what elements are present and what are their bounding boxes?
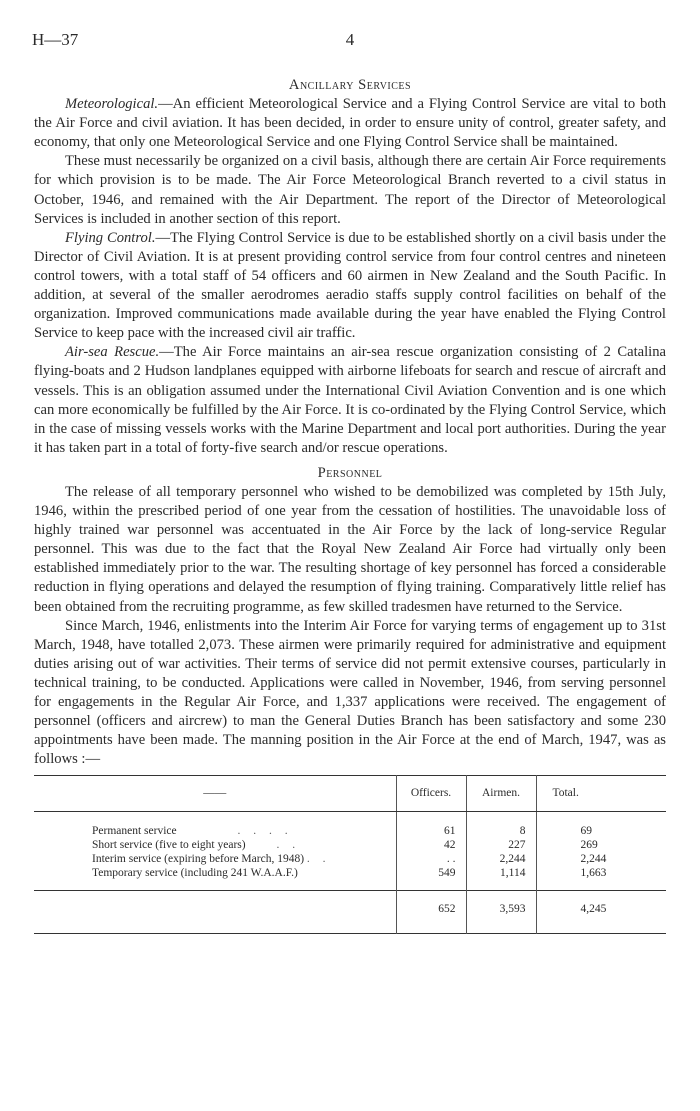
cell-officers: 61 [396,812,466,839]
paragraph-text: —The Flying Control Service is due to be established shortly on a civil basis under the Director of Civil Aviation. It is at present providing control service from four control centres and nineteen control towers, with a total staff of 54 officers and 60 airmen in New Zealand and the South Pacific. In addition, at several of the smaller aerodromes aeradio staffs supply control facilities on behalf of the organization. Improved communications made available during the year have enabled the Flying Control Service to keep pace with the increased civil air traffic. [34,229,666,342]
total-airmen: 3,593 [466,891,536,934]
cell-total: 269 [536,838,666,852]
table-totals-row [34,891,666,934]
row-label [34,866,396,891]
row-leader-dots: . . [306,853,331,866]
paragraph-lead: Meteorological. [65,96,159,113]
cell-airmen: 227 [466,838,536,852]
paragraph-text: —An efficient Meteorological Service and a Flying Control Service are vital to both the Air Force and civil aviation. It has been decided, in order to ensure unity of control, greater safety, and economy, that only one Meteorological Service and one Flying Control Service shall be maintained. [34,96,666,151]
paragraph-meteorological [34,95,666,152]
row-label [34,812,396,839]
total-officers: 652 [396,891,466,934]
cell-total: 1,663 [536,866,666,891]
paragraph-text: Since March, 1946, enlistments into the Interim Air Force for varying terms of engagement up to 31st March, 1948, have totalled 2,073. These airmen were primarily required for administrative and equipment duties arising out of war activities. Their terms of service did not permit extensive courses, particularly in technical training, to be conducted. Applications were called in November, 1946, from serving personnel for engagements in the Regular Air Force, and 1,337 applications were received. The engagement of personnel (officers and aircrew) to man the General Duties Branch has been satisfactory and some 230 appointments have been made. The manning position in the Air Force at the end of March, 1947, was as follows :— [34,617,666,768]
page-number: 4 [345,30,355,49]
totals-label-blank [34,891,396,934]
table-row [34,866,666,891]
cell-officers: 549 [396,866,466,891]
table-header-airmen: Airmen. [466,776,536,812]
row-label-text: Temporary service (including 241 W.A.A.F.) [92,867,298,880]
row-label-text: Permanent service [92,825,177,838]
total-total: 4,245 [536,891,666,934]
paragraph-text: The release of all temporary personnel who wished to be demobilized was completed by 15th July, 1946, within the prescribed period of one year from the cessation of hostilities. The unavoidable loss of highly trained war personnel was accentuated in the Air Force by the lack of long-service Regular personnel. This was due to the fact that the Royal New Zealand Air Force had virtually only been established immediately prior to the war. The resulting shortage of key personnel has forced a considerable reduction in flying operations and delayed the resumption of flying training. Comparatively little relief has been obtained from the recruiting programme, as few skilled tradesmen have returned to the Service. [34,483,666,615]
cell-airmen: 1,114 [466,866,536,891]
cell-total: 69 [536,812,666,839]
paragraph-release [34,483,666,617]
table-header-blank: —— [34,776,396,812]
table-row [34,838,666,852]
cell-airmen: 8 [466,812,536,839]
table-header-total: Total. [536,776,666,812]
page-body [34,76,666,934]
cell-officers: . . [396,852,466,866]
document-reference: H—37 [32,30,79,49]
section-heading-ancillary: Ancillary Services [288,77,412,93]
paragraph-lead: Flying Control. [65,229,156,246]
cell-total: 2,244 [536,852,666,866]
table-row [34,812,666,839]
row-label [34,852,396,866]
row-label-text: Interim service (expiring before March, 1948) [92,853,305,866]
paragraph-enlistments [34,617,666,770]
table-header-row [34,776,666,812]
cell-officers: 42 [396,838,466,852]
table-header-officers: Officers. [396,776,466,812]
row-leader-dots: . . [276,839,301,852]
page-header [32,30,668,54]
row-leader-dots: . . . . [237,825,293,838]
cell-airmen: 2,244 [466,852,536,866]
manning-table [34,775,666,934]
row-label-text: Short service (five to eight years) [92,839,246,852]
paragraph-text: These must necessarily be organized on a civil basis, although there are certain Air Force requirements for which provision is to be made. The Air Force Meteorological Branch reverted to a civil status in October, 1946, and remained with the Air Department. The report of the Director of Meteorological Services is included in another section of this report. [34,153,666,227]
paragraph-text: —The Air Force maintains an air-sea rescue organization consisting of 2 Catalina flying-boats and 2 Hudson landplanes equipped with airborne lifeboats for search and rescue of aircraft and vessels. This is an obligation assumed under the International Civil Aviation Convention and is one which can more economically be fulfilled by the Air Force. It is co-ordinated by the Flying Control Service, which in the case of missing vessels works with the Marine Department and local port authorities. During the year it has taken part in a total of forty-five search and/or rescue operations. [34,344,666,456]
paragraph-flying-control [34,229,666,344]
section-heading-personnel: Personnel [317,464,383,481]
paragraph-civil-basis [34,152,666,228]
table-row [34,852,666,866]
paragraph-air-sea-rescue [34,343,666,458]
paragraph-lead: Air-sea Rescue. [65,344,160,361]
row-label [34,838,396,852]
